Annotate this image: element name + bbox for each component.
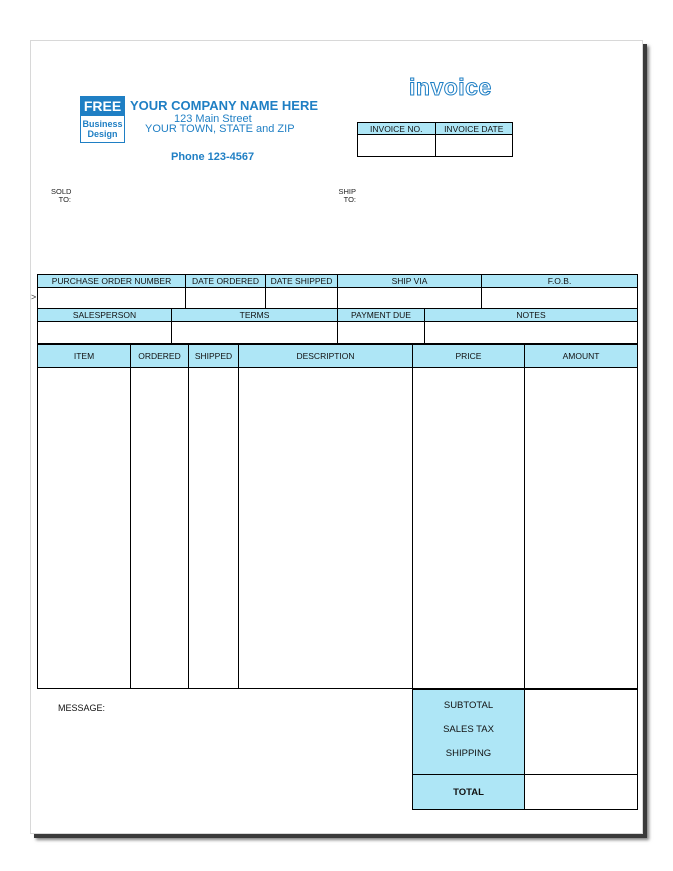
date-shipped-field[interactable]: [266, 288, 338, 310]
margin-mark: >: [31, 292, 37, 302]
shipped-column-header: SHIPPED: [189, 345, 239, 368]
salesperson-field[interactable]: [38, 322, 172, 344]
amount-column-header: AMOUNT: [525, 345, 638, 368]
shipped-column-body[interactable]: [189, 368, 239, 689]
totals-table: [412, 689, 638, 810]
fob-field[interactable]: [482, 288, 638, 310]
message-label: MESSAGE:: [58, 703, 106, 713]
sales-tax-label: SALES TAX: [443, 724, 494, 735]
po-number-field[interactable]: [38, 288, 186, 310]
terms-header: TERMS: [172, 309, 338, 322]
description-column-body[interactable]: [239, 368, 413, 689]
date-shipped-header: DATE SHIPPED: [266, 275, 338, 288]
ship-to-label: SHIP TO:: [338, 187, 356, 204]
company-phone: Phone 123-4567: [171, 151, 255, 163]
ordered-column-header: ORDERED: [131, 345, 189, 368]
item-column-body[interactable]: [38, 368, 131, 689]
totals-labels: [413, 690, 525, 775]
amount-column-body[interactable]: [525, 368, 638, 689]
payment-due-field[interactable]: [338, 322, 425, 344]
fob-header: F.O.B.: [482, 275, 638, 288]
salesperson-header: SALESPERSON: [38, 309, 172, 322]
order-info-table: [37, 274, 638, 310]
terms-field[interactable]: [172, 322, 338, 344]
invoice-no-field[interactable]: [358, 135, 436, 157]
invoice-date-header: INVOICE DATE: [435, 123, 513, 135]
line-items-table: [37, 344, 638, 689]
total-label: TOTAL: [413, 775, 525, 810]
price-column-body[interactable]: [413, 368, 525, 689]
invoice-page: [30, 40, 643, 834]
invoice-number-date-box: [357, 122, 513, 157]
ordered-column-body[interactable]: [131, 368, 189, 689]
logo: [80, 96, 125, 143]
company-name: YOUR COMPANY NAME HERE: [130, 98, 319, 113]
total-value-field[interactable]: [525, 775, 638, 810]
notes-header: NOTES: [425, 309, 638, 322]
item-column-header: ITEM: [38, 345, 131, 368]
logo-free-text: FREE: [81, 97, 124, 116]
invoice-title: invoice: [409, 74, 492, 100]
payment-due-header: PAYMENT DUE: [338, 309, 425, 322]
logo-business-design: Business Design: [82, 119, 123, 139]
invoice-no-header: INVOICE NO.: [358, 123, 436, 135]
shipping-label: SHIPPING: [445, 748, 492, 759]
ship-via-header: SHIP VIA: [338, 275, 482, 288]
date-ordered-header: DATE ORDERED: [186, 275, 266, 288]
subtotal-label: SUBTOTAL: [443, 700, 494, 711]
company-city: YOUR TOWN, STATE and ZIP: [145, 123, 295, 135]
po-number-header: PURCHASE ORDER NUMBER: [38, 275, 186, 288]
company-street: 123 Main Street: [174, 113, 252, 125]
sales-info-table: [37, 308, 638, 344]
totals-values-field[interactable]: [525, 690, 638, 775]
price-column-header: PRICE: [413, 345, 525, 368]
sold-to-label: SOLD TO:: [51, 187, 72, 204]
ship-via-field[interactable]: [338, 288, 482, 310]
description-column-header: DESCRIPTION: [239, 345, 413, 368]
date-ordered-field[interactable]: [186, 288, 266, 310]
invoice-date-field[interactable]: [435, 135, 513, 157]
notes-field[interactable]: [425, 322, 638, 344]
